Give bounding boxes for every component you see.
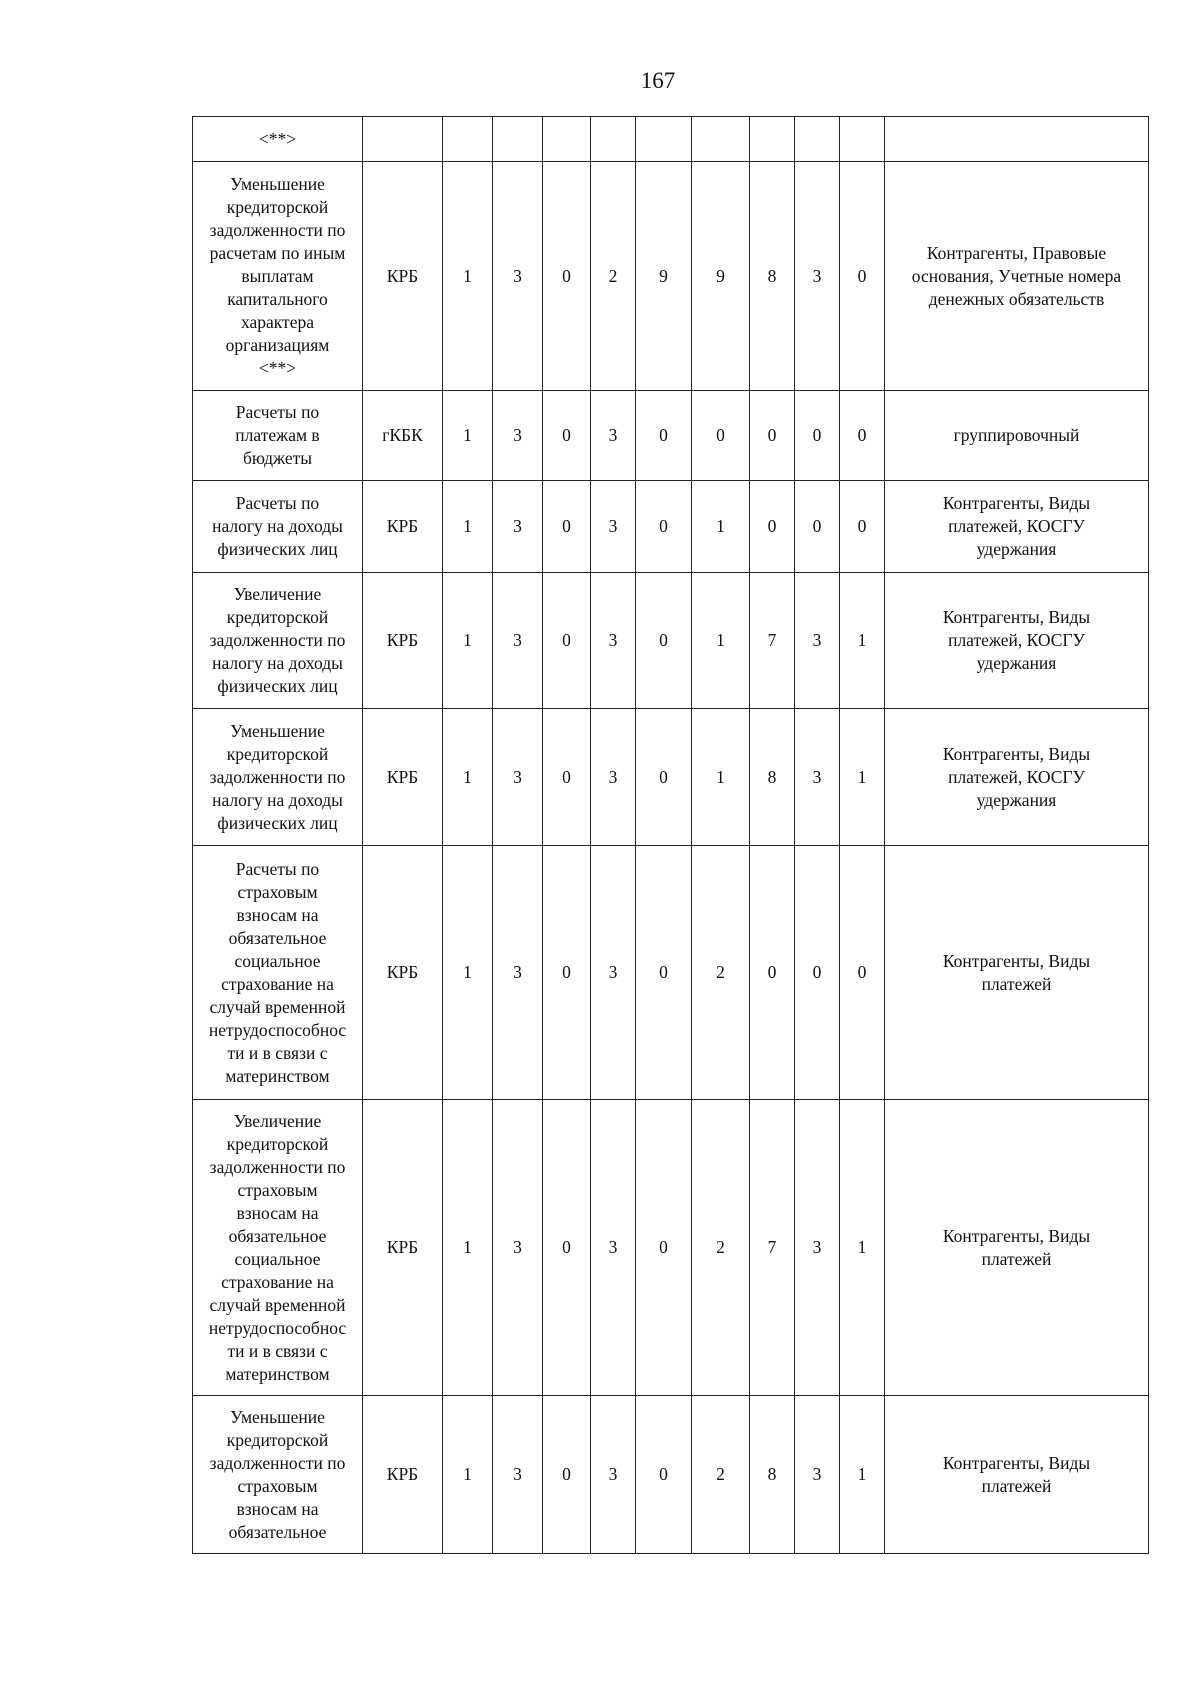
analytics-note-cell: Контрагенты, Виды платежей [885,1100,1149,1396]
account-digit-cell: 1 [443,573,493,709]
row-name-cell: <**> [193,117,363,162]
account-digit-cell: 2 [692,846,750,1100]
account-digit-cell: 3 [493,1100,543,1396]
account-digit-cell: 3 [795,162,840,391]
account-digit-cell: 3 [591,846,636,1100]
account-digit-cell: 1 [443,846,493,1100]
account-digit-cell: 3 [591,573,636,709]
table-row [193,1100,1149,1396]
account-digit-cell [692,117,750,162]
account-digit-cell: 1 [692,573,750,709]
account-digit-cell: 2 [692,1396,750,1554]
account-digit-cell: 3 [493,391,543,481]
account-digit-cell: 3 [795,1100,840,1396]
account-digit-cell: 0 [636,1396,692,1554]
account-digit-cell: 7 [750,1100,795,1396]
account-digit-cell: 1 [692,709,750,846]
account-digit-cell [591,117,636,162]
account-digit-cell: 0 [750,846,795,1100]
analytics-note-cell: Контрагенты, Виды платежей, КОСГУ удержания [885,709,1149,846]
account-digit-cell: 3 [493,573,543,709]
account-digit-cell: 0 [543,481,591,573]
account-digit-cell: 1 [443,162,493,391]
account-digit-cell: 3 [493,709,543,846]
analytics-note-cell: Контрагенты, Виды платежей [885,1396,1149,1554]
account-digit-cell: 0 [840,846,885,1100]
analytics-note-cell: Контрагенты, Виды платежей [885,846,1149,1100]
accounts-table [192,116,1149,1554]
account-digit-cell [543,117,591,162]
account-digit-cell: 0 [543,162,591,391]
account-digit-cell: 3 [591,709,636,846]
account-digit-cell: 1 [840,1100,885,1396]
account-digit-cell [493,117,543,162]
account-digit-cell: 0 [543,1100,591,1396]
account-digit-cell: 0 [636,391,692,481]
account-digit-cell: 0 [840,162,885,391]
account-code-cell: гКБК [363,391,443,481]
table-row [193,391,1149,481]
table-row [193,117,1149,162]
row-name-cell: Расчеты по налогу на доходы физических лиц [193,481,363,573]
account-digit-cell: 0 [543,1396,591,1554]
account-digit-cell: 0 [636,846,692,1100]
table-body [193,117,1149,1554]
account-digit-cell: 0 [636,573,692,709]
table-row [193,481,1149,573]
account-digit-cell: 2 [692,1100,750,1396]
account-digit-cell: 8 [750,1396,795,1554]
row-name-cell: Увеличение кредиторской задолженности по налогу на доходы физических лиц [193,573,363,709]
account-digit-cell: 1 [443,481,493,573]
table-row [193,162,1149,391]
account-code-cell: КРБ [363,162,443,391]
account-code-cell: КРБ [363,1100,443,1396]
account-digit-cell [636,117,692,162]
table-row [193,846,1149,1100]
account-digit-cell: 3 [493,1396,543,1554]
row-name-cell: Уменьшение кредиторской задолженности по расчетам по иным выплатам капитального характера организациям <**> [193,162,363,391]
row-name-cell: Расчеты по страховым взносам на обязательное социальное страхование на случай временной нетрудоспособнос ти и в связи с материнством [193,846,363,1100]
account-digit-cell: 0 [692,391,750,481]
account-code-cell: КРБ [363,1396,443,1554]
account-digit-cell: 1 [443,1100,493,1396]
account-digit-cell: 1 [443,391,493,481]
analytics-note-cell: Контрагенты, Виды платежей, КОСГУ удержания [885,573,1149,709]
account-digit-cell: 0 [543,573,591,709]
account-digit-cell [840,117,885,162]
table-row [193,573,1149,709]
row-name-cell: Расчеты по платежам в бюджеты [193,391,363,481]
account-digit-cell: 3 [493,481,543,573]
account-digit-cell: 0 [795,846,840,1100]
account-digit-cell: 2 [591,162,636,391]
account-code-cell [363,117,443,162]
account-digit-cell: 0 [750,391,795,481]
account-digit-cell: 9 [636,162,692,391]
account-digit-cell: 3 [795,573,840,709]
analytics-note-cell: группировочный [885,391,1149,481]
account-digit-cell: 1 [443,1396,493,1554]
account-digit-cell: 0 [750,481,795,573]
account-digit-cell: 0 [636,481,692,573]
account-digit-cell: 0 [543,846,591,1100]
account-digit-cell [443,117,493,162]
account-digit-cell: 3 [493,846,543,1100]
account-digit-cell: 0 [636,1100,692,1396]
account-digit-cell: 7 [750,573,795,709]
account-digit-cell: 3 [795,1396,840,1554]
account-digit-cell: 0 [543,391,591,481]
row-name-cell: Уменьшение кредиторской задолженности по налогу на доходы физических лиц [193,709,363,846]
account-code-cell: КРБ [363,573,443,709]
account-digit-cell: 1 [840,709,885,846]
account-digit-cell: 1 [840,1396,885,1554]
analytics-note-cell: Контрагенты, Виды платежей, КОСГУ удержания [885,481,1149,573]
account-digit-cell: 3 [493,162,543,391]
account-digit-cell: 3 [795,709,840,846]
table-row [193,709,1149,846]
account-digit-cell: 1 [443,709,493,846]
account-digit-cell: 0 [840,391,885,481]
table-row [193,1396,1149,1554]
analytics-note-cell: Контрагенты, Правовые основания, Учетные номера денежных обязательств [885,162,1149,391]
account-digit-cell [795,117,840,162]
account-digit-cell: 9 [692,162,750,391]
account-digit-cell: 1 [692,481,750,573]
account-digit-cell: 3 [591,481,636,573]
account-digit-cell: 3 [591,391,636,481]
account-digit-cell: 0 [795,391,840,481]
account-digit-cell: 0 [543,709,591,846]
account-digit-cell: 8 [750,162,795,391]
account-digit-cell [750,117,795,162]
account-digit-cell: 8 [750,709,795,846]
account-digit-cell: 0 [840,481,885,573]
account-digit-cell: 0 [636,709,692,846]
account-digit-cell: 1 [840,573,885,709]
account-digit-cell: 3 [591,1396,636,1554]
analytics-note-cell [885,117,1149,162]
account-code-cell: КРБ [363,481,443,573]
page-number: 167 [640,68,676,93]
account-code-cell: КРБ [363,709,443,846]
account-digit-cell: 3 [591,1100,636,1396]
account-digit-cell: 0 [795,481,840,573]
row-name-cell: Уменьшение кредиторской задолженности по страховым взносам на обязательное [193,1396,363,1554]
account-code-cell: КРБ [363,846,443,1100]
row-name-cell: Увеличение кредиторской задолженности по страховым взносам на обязательное социальное страхование на случай временной нетрудоспособнос ти и в связи с материнством [193,1100,363,1396]
